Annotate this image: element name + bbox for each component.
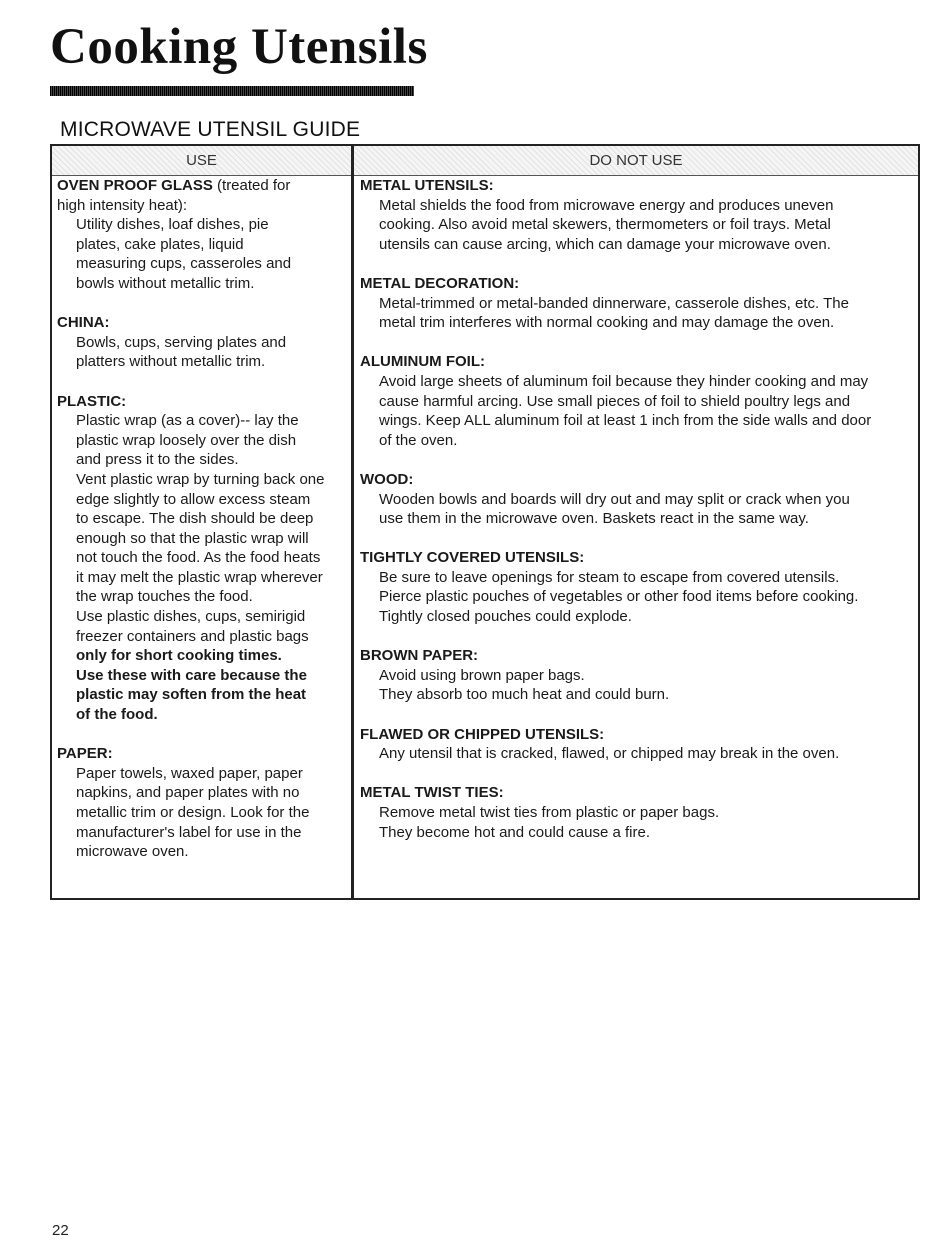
dont-item-brown-paper (360, 646, 916, 705)
dont-item-metal-utensils (360, 176, 916, 254)
dont-item-title: METAL DECORATION: (360, 274, 520, 292)
use-item-china (57, 313, 347, 372)
use-item-paper (57, 744, 347, 862)
use-item-title: PLASTIC: (57, 392, 127, 410)
dont-item-aluminum-foil (360, 352, 916, 450)
use-column (57, 176, 347, 881)
use-item-plastic (57, 392, 347, 725)
dont-item-body: Remove metal twist ties from plastic or paper bags. They become hot and could cause a fire. (379, 804, 720, 841)
use-item-body: Utility dishes, loaf dishes, pie plates, cake plates, liquid measuring cups, casseroles and bowls without metallic trim. (76, 216, 292, 292)
page-number: 22 (52, 1222, 69, 1239)
utensil-guide-table (50, 144, 920, 900)
dont-item-title: ALUMINUM FOIL: (360, 353, 485, 371)
use-item-title: CHINA: (57, 314, 110, 332)
column-divider (351, 146, 354, 898)
dont-item-title: TIGHTLY COVERED UTENSILS: (360, 549, 585, 567)
dont-item-body: Avoid using brown paper bags. They absorb too much heat and could burn. (379, 666, 670, 704)
title-underline (50, 86, 414, 96)
dont-item-body: Metal shields the food from microwave energy and produces uneven cooking. Also avoid metal skewers, thermometers or foil trays. Metal utensils can cause arcing, which can damage your microwave oven. (379, 196, 834, 253)
dont-item-title: BROWN PAPER: (360, 647, 479, 665)
use-item-title-line2: high intensity heat): (57, 196, 188, 214)
dont-item-metal-twist-ties (360, 783, 916, 842)
dont-item-body: Metal-trimmed or metal-banded dinnerware, casserole dishes, etc. The metal trim interferes with normal cooking and may damage the oven. (379, 294, 849, 332)
section-heading: MICROWAVE UTENSIL GUIDE (60, 118, 361, 141)
dont-item-body: Any utensil that is cracked, flawed, or chipped may break in the oven. (379, 745, 840, 763)
dont-item-flawed-or-chipped-utensils (360, 725, 916, 764)
dont-item-title: METAL UTENSILS: (360, 177, 494, 194)
use-item-body: Bowls, cups, serving plates and platters without metallic trim. (76, 333, 287, 371)
dont-item-wood (360, 470, 916, 529)
use-column-header: USE (52, 146, 351, 176)
use-item-oven-proof-glass (57, 176, 347, 294)
do-not-use-column (360, 176, 916, 862)
dont-item-title: FLAWED OR CHIPPED UTENSILS: (360, 725, 605, 743)
dont-item-body: Be sure to leave openings for steam to escape from covered utensils. Pierce plastic pouches of vegetables or other food items before cooking. Tightly closed pouches could explode. (379, 568, 859, 626)
use-item-body: Plastic wrap (as a cover)-- lay the plastic wrap loosely over the dish and press it to the sides. Vent plastic wrap by turning back one edge slightly to allow excess steam to escape. The dish should be deep enough so that the plastic wrap will not touch the food. As the food heats it may melt the plastic wrap wherever the wrap touches the food. Use plastic dishes, cups, semirigid freezer containers and plastic bags only for short cooking times. Use these with care because the plastic may soften from the heat of the food. (76, 412, 325, 724)
use-item-title: PAPER: (57, 745, 113, 763)
do-not-use-column-header: DO NOT USE (354, 146, 918, 176)
dont-item-body: Wooden bowls and boards will dry out and may split or crack when you use them in the microwave oven. Baskets react in the same way. (379, 490, 850, 528)
dont-item-title: WOOD: (360, 470, 414, 488)
dont-item-tightly-covered-utensils (360, 548, 916, 626)
dont-item-title: METAL TWIST TIES: (360, 784, 504, 802)
use-item-title: OVEN PROOF GLASS (treated for (57, 177, 291, 194)
use-item-body: Paper towels, waxed paper, paper napkins, and paper plates with no metallic trim or design. Look for the manufacturer's label for use in the microwave oven. (76, 764, 310, 861)
dont-item-body: Avoid large sheets of aluminum foil because they hinder cooking and may cause harmful arcing. Use small pieces of foil to shield poultry legs and wings. Keep ALL aluminum foil at least 1 inch from the side walls and door of the oven. (379, 372, 872, 449)
page-title: Cooking Utensils (50, 19, 428, 75)
dont-item-metal-decoration (360, 274, 916, 333)
